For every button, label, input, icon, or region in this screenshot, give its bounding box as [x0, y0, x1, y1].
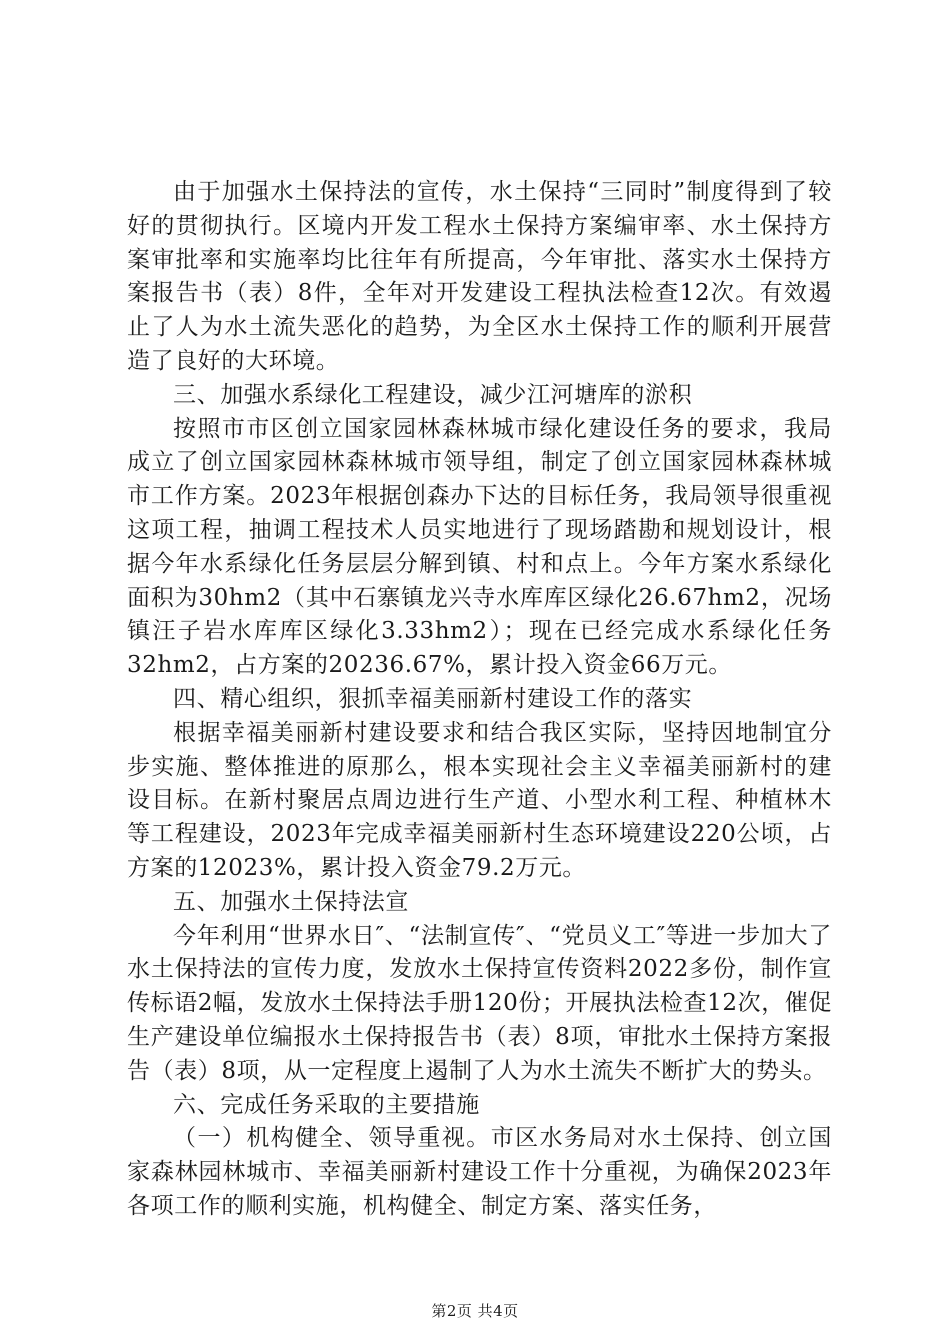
paragraph-new-village: 根据幸福美丽新村建设要求和结合我区实际，坚持因地制宜分步实施、整体推进的原那么，根本实现社会主义幸福美丽新村的建设目标。在新村聚居点周边进行生产道、小型水利工程、种植林木等工程建设，2023年完成幸福美丽新村生态环境建设220公顷，占方案的12023%，累计投入资金79.2万元。	[127, 719, 832, 881]
paragraph-measures-organization: （一）机构健全、领导重视。市区水务局对水土保持、创立国家森林园林城市、幸福美丽新村建设工作十分重视，为确保2023年各项工作的顺利实施，机构健全、制定方案、落实任务，	[127, 1125, 832, 1219]
paragraph-law-publicity: 今年利用“世界水日″、“法制宣传″、“党员义工″等进一步加大了水土保持法的宣传力度，发放水土保持宣传资料2022多份，制作宣传标语2幅，发放水土保持法手册120份；开展执法检查12次，催促生产建设单位编报水土保持报告书（表）8项，审批水土保持方案报告（表）8项，从一定程度上遏制了人为水土流失不断扩大的势头。	[127, 922, 832, 1084]
document-body	[127, 176, 832, 1224]
page-number-footer: 第2页 共4页	[431, 1302, 519, 1320]
section-heading-water-greening: 三、加强水系绿化工程建设，减少江河塘库的淤积	[173, 381, 693, 408]
section-heading-measures: 六、完成任务采取的主要措施	[173, 1091, 480, 1118]
section-heading-new-village: 四、精心组织，狠抓幸福美丽新村建设工作的落实	[173, 685, 693, 712]
paragraph-soil-law-publicity: 由于加强水土保持法的宣传，水土保持“三同时”制度得到了较好的贯彻执行。区境内开发工程水土保持方案编审率、水土保持方案审批率和实施率均比往年有所提高，今年审批、落实水土保持方案报告书（表）8件，全年对开发建设工程执法检查12次。有效遏止了人为水土流失恶化的趋势，为全区水土保持工作的顺利开展营造了良好的大环境。	[127, 179, 832, 374]
section-heading-law-publicity: 五、加强水土保持法宣	[173, 888, 409, 915]
paragraph-water-greening: 按照市市区创立国家园林森林城市绿化建设任务的要求，我局成立了创立国家园林森林城市领导组，制定了创立国家园林森林城市工作方案。2023年根据创森办下达的目标任务，我局领导很重视这项工程，抽调工程技术人员实地进行了现场踏勘和规划设计，根据今年水系绿化任务层层分解到镇、村和点上。今年方案水系绿化面积为30hm2（其中石寨镇龙兴寺水库库区绿化26.67hm2，况场镇汪子岩水库库区绿化3.33hm2）；现在已经完成水系绿化任务32hm2，占方案的20236.67%，累计投入资金66万元。	[127, 415, 832, 679]
